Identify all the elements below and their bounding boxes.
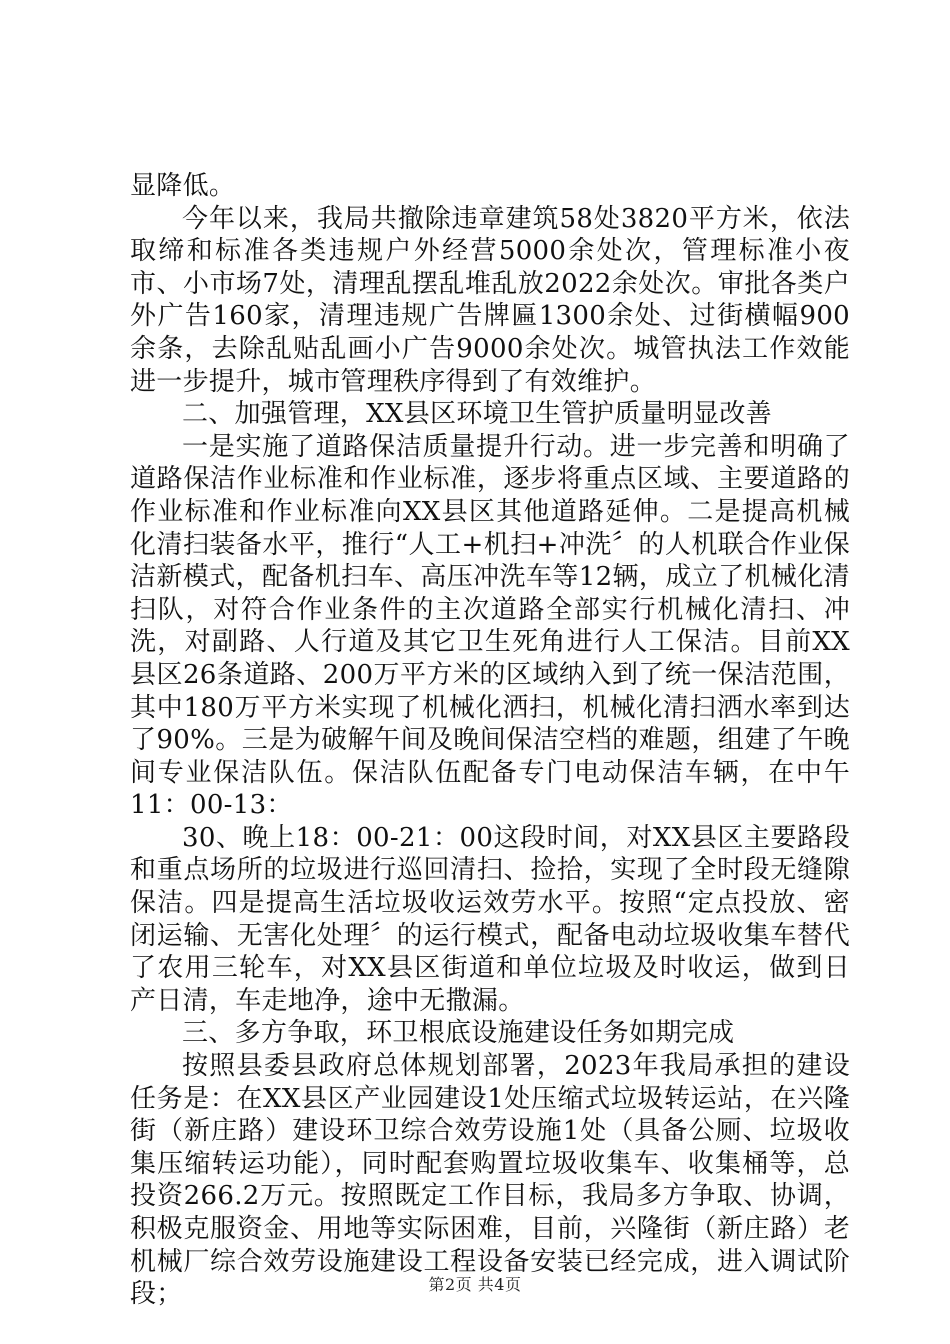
paragraph-continuation: 显降低。 <box>130 171 236 201</box>
paragraph-road-cleaning: 一是实施了道路保洁质量提升行动。进一步完善和明确了道路保洁作业标准和作业标准，逐步将重点区域、主要道路的作业标准和作业标准向XX县区其他道路延伸。二是提高机械化清扫装备水平，推行“人工+机扫+冲洗〞的人机联合作业保洁新模式，配备机扫车、高压冲洗车等12辆，成立了机械化清扫队，对符合作业条件的主次道路全部实行机械化清扫、冲洗，对副路、人行道及其它卫生死角进行人工保洁。目前XX县区26条道路、200万平方米的区域纳入到了统一保洁范围，其中180万平方米实现了机械化洒扫，机械化清扫洒水率到达了90%。三是为破解午间及晚间保洁空档的难题，组建了午晚间专业保洁队伍。保洁队伍配备专门电动保洁车辆，在中午11：00-13： <box>130 431 850 821</box>
section-heading-3: 三、多方争取，环卫根底设施建设任务如期完成 <box>182 1018 735 1049</box>
paragraph-time-cleaning: 30、晚上18：00-21：00这段时间，对XX县区主要路段和重点场所的垃圾进行巡回清扫、捡拾，实现了全时段无缝隙保洁。四是提高生活垃圾收运效劳水平。按照“定点投放、密闭运输、无害化处理〞的运行模式，配备电动垃圾收集车替代了农用三轮车，对XX县区街道和单位垃圾及时收运，做到日产日清，车走地净，途中无撒漏。 <box>130 822 850 1016</box>
page-footer: 第2页 共4页 <box>428 1275 522 1294</box>
document-body <box>130 170 850 1311</box>
paragraph-demolition-stats: 今年以来，我局共撤除违章建筑58处3820平方米，依法取缔和标准各类违规户外经营5000余处次，管理标准小夜市、小市场7处，清理乱摆乱堆乱放2022余处次。审批各类户外广告160家，清理违规广告牌匾1300余处、过街横幅900余条，去除乱贴乱画小广告9000余处次。城管执法工作效能进一步提升，城市管理秩序得到了有效维护。 <box>130 203 850 397</box>
section-heading-2: 二、加强管理，XX县区环境卫生管护质量明显改善 <box>182 399 772 430</box>
paragraph-infrastructure: 按照县委县政府总体规划部署，2023年我局承担的建设任务是：在XX县区产业园建设1处压缩式垃圾转运站，在兴隆街（新庄路）建设环卫综合效劳设施1处（具备公厕、垃圾收集压缩转运功能），同时配套购置垃圾收集车、收集桶等，总投资266.2万元。按照既定工作目标，我局多方争取、协调，积极克服资金、用地等实际困难，目前，兴隆街（新庄路）老机械厂综合效劳设施建设工程设备安装已经完成，进入调试阶段； <box>130 1051 850 1310</box>
